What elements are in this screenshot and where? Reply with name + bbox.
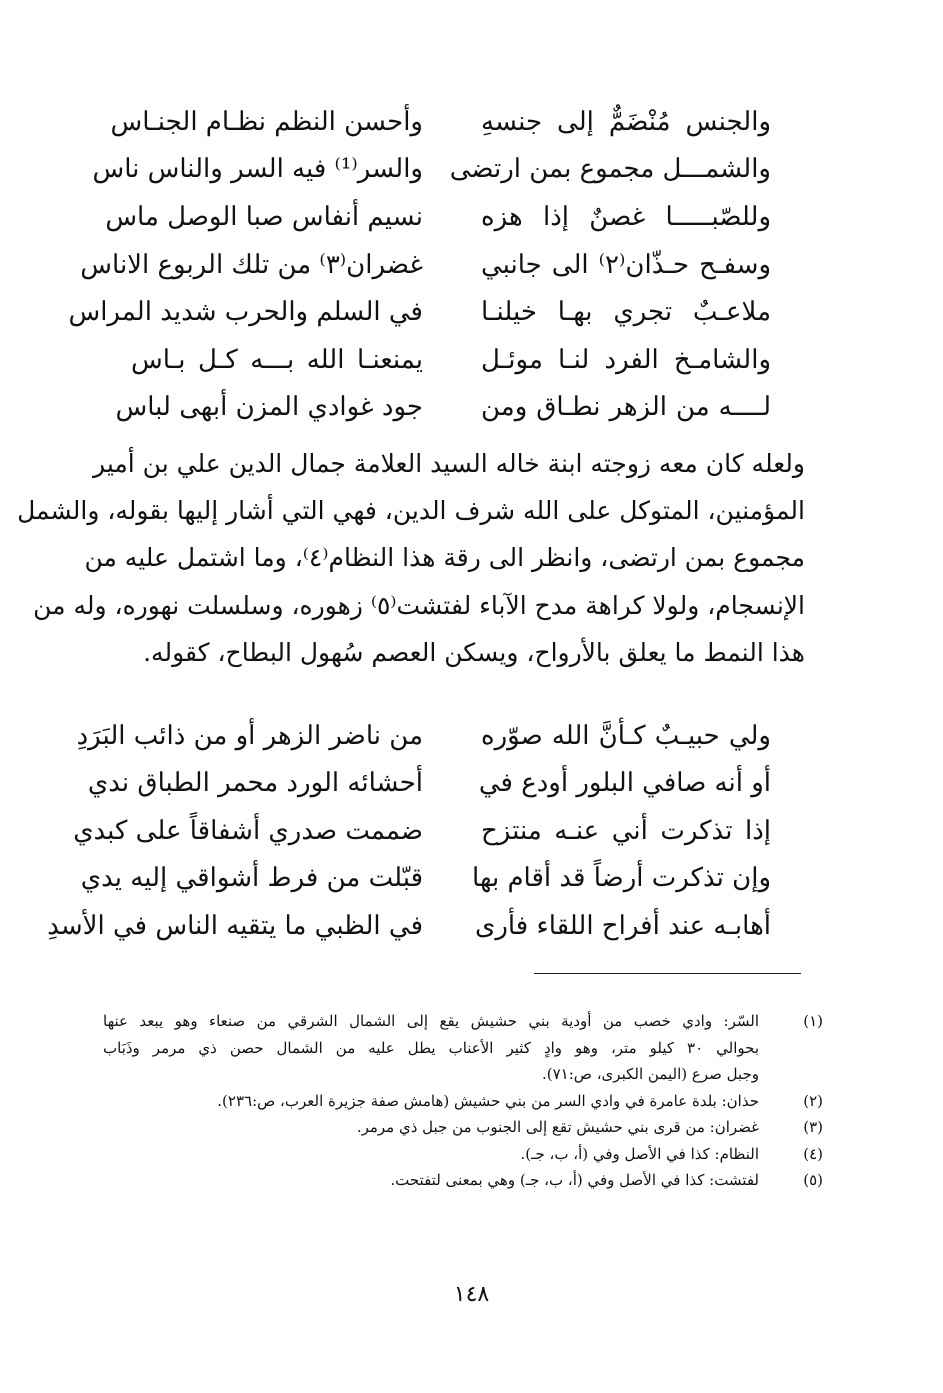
verse-first-hemistich: ملاعـبٌ تجري بهـا خيلنـا (481, 297, 771, 328)
verse-second-hemistich: جود غوادي المزن أبهى لباس (115, 392, 423, 423)
prose-line: المؤمنين، المتوكل على الله شرف الدين، فهي التي أشار إليها بقوله، والشمل (17, 496, 805, 526)
verse (76, 712, 771, 760)
verse-first-hemistich: وللصّبـــــا غصنٌ إذا هزه (481, 201, 771, 232)
footnote-text: غضران: من قرى بني حشيش تقع إلى الجنوب من جبل ذي مرمر. (356, 1118, 759, 1136)
page-number: ١٤٨ (453, 1282, 490, 1307)
footnote-number: (١) (803, 1012, 823, 1030)
verse-second-hemistich: من ناضر الزهر أو من ذائب البَرَدِ (76, 720, 423, 751)
verse (80, 855, 771, 903)
verse (73, 807, 771, 855)
verse (92, 146, 771, 194)
verse-second-hemistich: قبّلت من فرط أشواقي إليه يدي (80, 863, 423, 894)
prose-line: الإنسجام، ولولا كراهة مدح الآباء لفتشت⁽٥⁾ زهوره، وسلسلت نهوره، وله من (33, 590, 805, 620)
verse-second-hemistich: في السلم والحرب شديد المراس (68, 297, 423, 328)
verse-first-hemistich: أهابـه عند أفراح اللقاء فأرى (474, 910, 771, 941)
prose-line: مجموع بمن ارتضى، وانظر الى رقة هذا النظام⁽٤⁾، وما اشتمل عليه من (84, 543, 805, 573)
footnote (103, 1008, 823, 1088)
verse-first-hemistich: والجنس مُنْضَمٌّ إلى جنسهِ (481, 106, 771, 137)
verse-second-hemistich: وأحسن النظم نظـام الجنـاس (110, 106, 423, 137)
verse-first-hemistich: وسفـح حـذّان⁽٢⁾ الى جانبي (481, 249, 771, 280)
footnote-text: النظام: كذا في الأصل وفي (أ، ب، جـ). (520, 1144, 759, 1163)
footnote-number: (٣) (803, 1118, 823, 1136)
verse-first-hemistich: والشمـــل مجموع بمن ارتضى (449, 154, 771, 185)
verse-second-hemistich: أحشائه الورد محمر الطباق ندي (87, 768, 423, 799)
footnote-number: (٤) (803, 1144, 823, 1163)
verse-first-hemistich: والشامـخ الفرد لنـا موئـل (481, 344, 771, 375)
verse (87, 760, 771, 808)
verse-first-hemistich: لــــه من الزهر نطـاق ومن (481, 392, 771, 423)
verse-first-hemistich: وإن تذكرت أرضاً قد أقام بها (472, 863, 771, 894)
footnote (103, 1114, 823, 1141)
footnotes (103, 1008, 823, 1194)
verse-first-hemistich: إذا تذكرت أني عنـه منتزح (481, 815, 771, 846)
verse (131, 336, 771, 384)
poem-block-1 (68, 98, 771, 431)
poem-block-2 (47, 712, 771, 950)
verse (110, 98, 771, 146)
footnote-text: حذان: بلدة عامرة في وادي السر من بني حشيش (هامش صفة جزيرة العرب، ص:٢٣٦). (217, 1091, 759, 1110)
verse-second-hemistich: ضممت صدري أشفاقاً على كبدي (73, 815, 423, 846)
prose-paragraph (17, 440, 805, 676)
verse (47, 902, 771, 950)
verse-second-hemistich: يمنعنـا الله بـــه كـل بـاس (131, 344, 423, 375)
verse (68, 288, 771, 336)
footnote (103, 1141, 823, 1168)
footnote-text: لفتشت: كذا في الأصل وفي (أ، ب، جـ) وهي بمعنى لتفتحت. (390, 1171, 759, 1189)
footnote (103, 1167, 823, 1194)
footnote-number: (٢) (803, 1091, 823, 1110)
footnote-text: بحوالي ٣٠ كيلو متر، وهو وادٍ كثير الأعناب يطل عليه من الشمال حصن ذي مرمر وذَبَاب (103, 1038, 759, 1057)
footnote-number: (٥) (803, 1171, 823, 1189)
verse-second-hemistich: غضران⁽٣⁾ من تلك الربوع الاناس (80, 249, 423, 280)
verse-second-hemistich: والسر⁽¹⁾ فيه السر والناس ناس (92, 154, 423, 185)
verse-first-hemistich: ولي حبيـبٌ كـأنَّ الله صوّره (481, 720, 771, 751)
prose-line: هذا النمط ما يعلق بالأرواح، ويسكن العصم سُهول البطاح، كقوله. (143, 637, 805, 667)
footnote-text: السّر: وادي خصب من أودية بني حشيش يقع إلى الشمال الشرقي من صنعاء وهو يبعد عنها (103, 1012, 759, 1030)
verse-first-hemistich: أو أنه صافي البلور أودع في (478, 768, 771, 799)
verse (115, 384, 771, 432)
footnote (103, 1088, 823, 1115)
verse (80, 241, 771, 289)
footnote-separator (534, 973, 801, 974)
verse (105, 193, 771, 241)
verse-second-hemistich: نسيم أنفاس صبا الوصل ماس (105, 201, 423, 232)
footnote-text: وجبل صرع (اليمن الكبرى، ص:٧١). (542, 1065, 759, 1083)
prose-line: ولعله كان معه زوجته ابنة خاله السيد العلامة جمال الدين علي بن أمير (93, 449, 805, 478)
verse-second-hemistich: في الظبي ما يتقيه الناس في الأسدِ (47, 910, 423, 941)
